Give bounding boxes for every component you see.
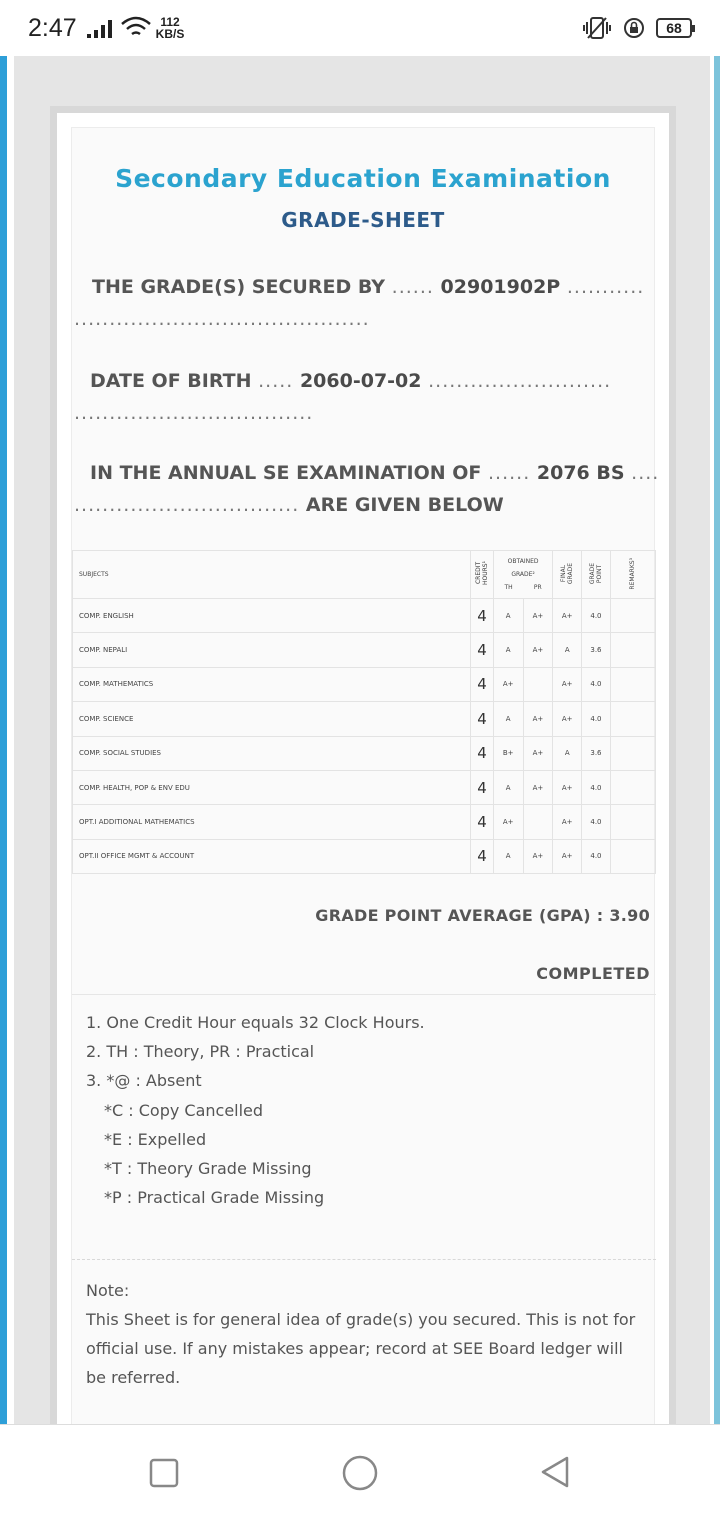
grade-point: 4.0 — [582, 805, 611, 839]
credit-hours: 4 — [471, 736, 494, 770]
th-grade: A+ — [493, 667, 523, 701]
document-frame — [50, 106, 676, 1424]
remarks — [610, 702, 655, 736]
credit-hours: 4 — [471, 633, 494, 667]
header-subjects: SUBJECTS — [73, 551, 471, 599]
note-title: Note: — [86, 1281, 130, 1300]
remarks — [610, 599, 655, 633]
final-grade: A+ — [553, 770, 582, 804]
exam-label: IN THE ANNUAL SE EXAMINATION OF — [90, 462, 482, 484]
document-page — [57, 113, 669, 1424]
vibrate-icon — [582, 16, 612, 40]
subject-name: COMP. MATHEMATICS — [73, 667, 471, 701]
th-grade: A — [493, 702, 523, 736]
dob-value: 2060-07-02 — [299, 370, 422, 392]
disclaimer-note — [86, 1276, 646, 1392]
th-grade: A — [493, 839, 523, 873]
table-header-row — [73, 551, 656, 599]
status-bar — [0, 0, 720, 56]
grade-point: 4.0 — [582, 770, 611, 804]
grade-sheet — [71, 127, 660, 1424]
left-edge-bar — [0, 56, 14, 1424]
signal-icon — [87, 18, 112, 38]
exam-value: 2076 BS — [536, 462, 625, 484]
given-below-text: ARE GIVEN BELOW — [305, 494, 504, 516]
table-row — [73, 805, 656, 839]
home-icon[interactable] — [341, 1454, 379, 1492]
table-row — [73, 599, 656, 633]
sheet-subtitle: GRADE-SHEET — [281, 208, 445, 232]
credit-hours: 4 — [471, 667, 494, 701]
final-grade: A+ — [553, 667, 582, 701]
footnote-item: 3. *@ : Absent — [86, 1071, 202, 1091]
subject-name: OPT.I ADDITIONAL MATHEMATICS — [73, 805, 471, 839]
credit-hours: 4 — [471, 599, 494, 633]
subject-name: OPT.II OFFICE MGMT & ACCOUNT — [73, 839, 471, 873]
pr-grade: A+ — [523, 839, 553, 873]
footnote-item: 2. TH : Theory, PR : Practical — [86, 1042, 315, 1062]
data-saver-icon — [622, 16, 646, 40]
header-final-grade: FINAL GRADE — [553, 551, 582, 599]
table-row — [73, 770, 656, 804]
grades-table-body — [73, 599, 656, 874]
remarks — [610, 805, 655, 839]
th-grade: A — [493, 599, 523, 633]
dob-label: DATE OF BIRTH — [90, 370, 252, 392]
header-credit-hours: CREDIT HOURS¹ — [471, 551, 494, 599]
remarks — [610, 770, 655, 804]
table-row — [73, 633, 656, 667]
pr-grade — [523, 805, 553, 839]
footnote-item: *E : Expelled — [104, 1129, 207, 1149]
header-remarks: REMARKS³ — [610, 551, 655, 599]
pr-grade: A+ — [523, 599, 553, 633]
table-row — [73, 702, 656, 736]
note-text: This Sheet is for general idea of grade(s) you secured. This is not for official use. If any mistakes appear; record at SEE Board ledger will be referred. — [86, 1310, 636, 1387]
footnote-item: *C : Copy Cancelled — [104, 1100, 264, 1120]
credit-hours: 4 — [471, 702, 494, 736]
dotted-line: .................................. — [74, 402, 314, 424]
final-grade: A+ — [553, 805, 582, 839]
final-grade: A+ — [553, 599, 582, 633]
exam-title: Secondary Education Examination — [115, 164, 611, 193]
pr-grade: A+ — [523, 736, 553, 770]
header-grade-point: GRADE POINT — [582, 551, 611, 599]
footnotes — [72, 994, 656, 1260]
credit-hours: 4 — [471, 770, 494, 804]
grade-point: 3.6 — [582, 736, 611, 770]
remarks — [610, 667, 655, 701]
grade-point: 4.0 — [582, 839, 611, 873]
table-row — [73, 736, 656, 770]
remarks — [610, 839, 655, 873]
grade-point: 4.0 — [582, 599, 611, 633]
footnote-item: 1. One Credit Hour equals 32 Clock Hours. — [86, 1013, 425, 1032]
final-grade: A — [553, 736, 582, 770]
subject-name: COMP. SCIENCE — [73, 702, 471, 736]
table-row — [73, 667, 656, 701]
battery-icon — [656, 18, 692, 38]
header-pr: PR — [533, 584, 542, 591]
given-below-line: ................................ ARE GIVEN BELOW — [74, 494, 504, 516]
pr-grade: A+ — [523, 633, 553, 667]
web-viewport[interactable] — [0, 56, 720, 1424]
subject-name: COMP. HEALTH, POP & ENV EDU — [73, 770, 471, 804]
credit-hours: 4 — [471, 839, 494, 873]
gpa-text: GRADE POINT AVERAGE (GPA) : 3.90 — [315, 906, 650, 925]
secured-by-value: 02901902P — [440, 276, 561, 298]
net-speed-value: 112 — [160, 15, 180, 29]
scrollbar[interactable] — [710, 56, 720, 1424]
pr-grade: A+ — [523, 702, 553, 736]
table-row — [73, 839, 656, 873]
secured-by-label: THE GRADE(S) SECURED BY — [92, 276, 386, 298]
grades-table — [72, 550, 656, 874]
status-completed: COMPLETED — [536, 964, 650, 983]
net-speed — [156, 16, 185, 40]
back-icon[interactable] — [538, 1455, 572, 1489]
final-grade: A — [553, 633, 582, 667]
th-grade: A — [493, 770, 523, 804]
battery-level: 68 — [666, 20, 682, 36]
pr-grade — [523, 667, 553, 701]
navigation-bar — [0, 1424, 720, 1520]
final-grade: A+ — [553, 839, 582, 873]
grade-point: 4.0 — [582, 702, 611, 736]
exam-line: IN THE ANNUAL SE EXAMINATION OF ...... 2076 BS .... — [90, 462, 660, 484]
recent-apps-icon[interactable] — [148, 1457, 180, 1489]
th-grade: A+ — [493, 805, 523, 839]
subject-name: COMP. ENGLISH — [73, 599, 471, 633]
header-obtained-grade: OBTAINED GRADE² TH PR — [493, 551, 553, 599]
remarks — [610, 736, 655, 770]
header-th: TH — [504, 584, 513, 591]
footnote-item: *P : Practical Grade Missing — [104, 1188, 325, 1208]
grade-point: 4.0 — [582, 667, 611, 701]
th-grade: B+ — [493, 736, 523, 770]
dob-line: DATE OF BIRTH ..... 2060-07-02 .......................... — [90, 370, 612, 392]
subject-name: COMP. SOCIAL STUDIES — [73, 736, 471, 770]
remarks — [610, 633, 655, 667]
pr-grade: A+ — [523, 770, 553, 804]
final-grade: A+ — [553, 702, 582, 736]
subject-name: COMP. NEPALI — [73, 633, 471, 667]
th-grade: A — [493, 633, 523, 667]
status-time: 2:47 — [28, 13, 77, 42]
footnote-item: *T : Theory Grade Missing — [104, 1158, 312, 1178]
secured-by-line: THE GRADE(S) SECURED BY ...... 02901902P ........... — [92, 276, 645, 298]
grade-point: 3.6 — [582, 633, 611, 667]
net-speed-unit: KB/S — [155, 27, 185, 41]
credit-hours: 4 — [471, 805, 494, 839]
dotted-line: .......................................... — [74, 308, 370, 330]
wifi-icon — [120, 16, 152, 40]
